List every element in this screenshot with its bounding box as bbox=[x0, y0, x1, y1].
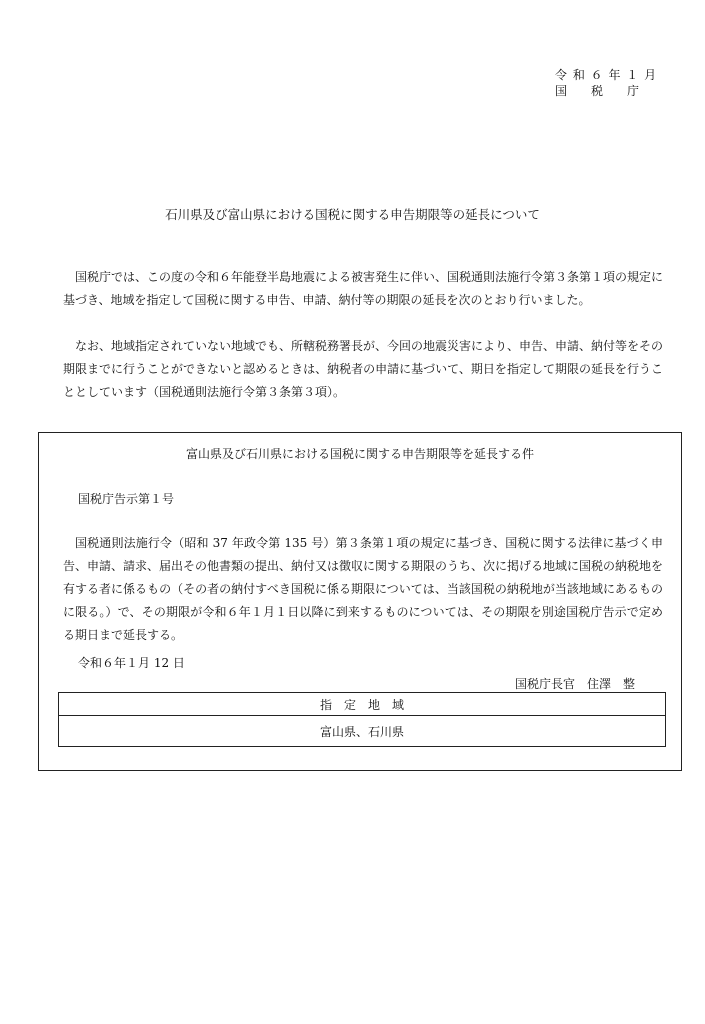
issue-date: 令 和 ６ 年 １ 月 bbox=[555, 68, 658, 82]
note-paragraph: なお、地域指定されていない地域でも、所轄税務署長が、今回の地震災害により、申告、申請、納付等をその期限までに行うことができないと認めるときは、納税者の申請に基づいて、期日を指定して期限の延長を行うこととしています（国税通則法施行令第３条第３項）。 bbox=[63, 339, 664, 399]
table-header-row bbox=[59, 693, 666, 716]
notice-title: 富山県及び石川県における国税に関する申告期限等を延長する件 bbox=[185, 447, 534, 461]
document-title: 石川県及び富山県における国税に関する申告期限等の延長について bbox=[165, 207, 540, 222]
issuing-agency: 国 税 庁 bbox=[555, 84, 640, 98]
intro-paragraph: 国税庁では、この度の令和６年能登半島地震による被害発生に伴い、国税通則法施行令第３条第１項の規定に基づき、地域を指定して国税に関する申告、申請、納付等の期限の延長を次のとおり行いました。 bbox=[63, 270, 664, 307]
table-row bbox=[59, 716, 666, 747]
notice-body: 国税通則法施行令（昭和 37 年政令第 135 号）第３条第１項の規定に基づき、国税に関する法律に基づく申告、申請、請求、届出その他書類の提出、納付又は徴収に関する期限のうち、次に掲げる地域に国税の納税地を有する者に係るもの（その者の納付すべき国税に係る期限については、当該国税の納税地が当該地域にあるものに限る。）で、その期限が令和６年１月１日以降に到来するものについては、その期限を別途国税庁告示で定める期日まで延長する。 bbox=[63, 536, 664, 642]
notice-signer: 国税庁長官 住澤 整 bbox=[515, 677, 636, 691]
notice-date: 令和６年１月 12 日 bbox=[78, 656, 185, 670]
designated-region-table bbox=[58, 692, 666, 747]
region-value-cell: 富山県、石川県 bbox=[59, 716, 666, 747]
table-header-cell: 指 定 地 域 bbox=[59, 693, 666, 716]
notice-number: 国税庁告示第１号 bbox=[78, 492, 175, 506]
